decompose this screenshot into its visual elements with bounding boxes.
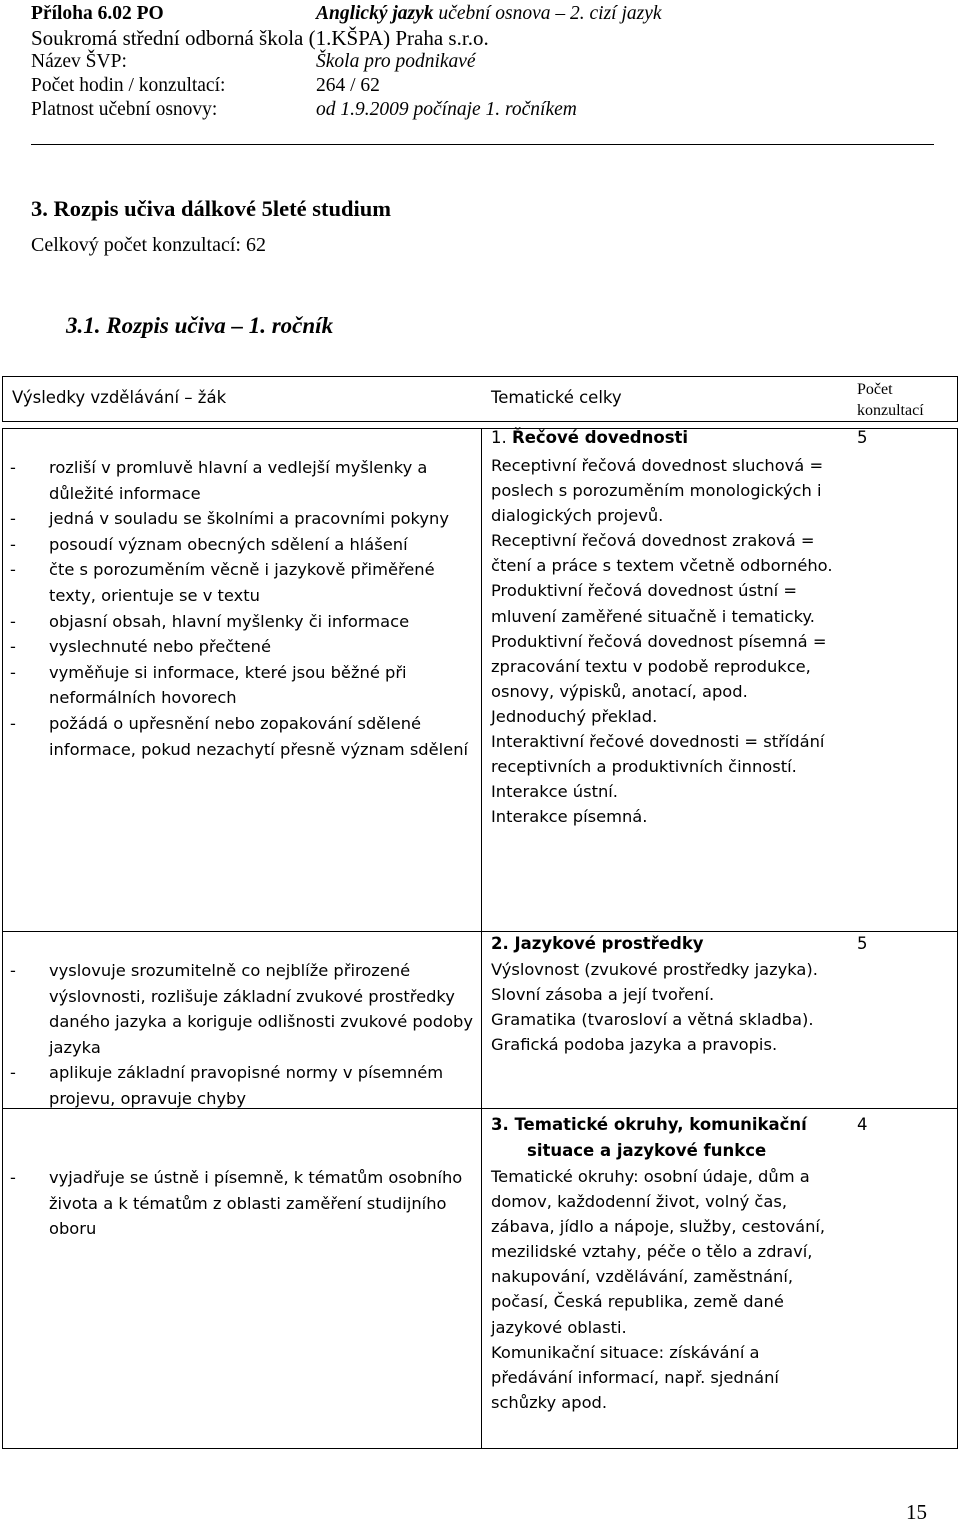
section-1-count: 5 bbox=[857, 428, 868, 447]
school-name: Soukromá střední odborná škola (1.KŠPA) Praha s.r.o. bbox=[31, 26, 489, 50]
total-consultations: Celkový počet konzultací: 62 bbox=[31, 234, 266, 256]
section-3-title: 3. Tematické okruhy, komunikační situace a jazykové funkce bbox=[491, 1115, 807, 1160]
header-row-validity bbox=[31, 98, 934, 122]
document-header bbox=[31, 2, 934, 122]
subsection-title: 3.1. Rozpis učiva – 1. ročník bbox=[66, 313, 334, 338]
col-header-topics: Tematické celky bbox=[491, 388, 622, 407]
topic-paragraph: Produktivní řečová dovednost písemná = zpracování textu v podobě reprodukce, osnovy, výpisků, anotací, apod. bbox=[491, 631, 827, 701]
header-divider bbox=[31, 144, 934, 145]
topic-paragraph: Tematické okruhy: osobní údaje, dům a domov, každodenní život, volný čas, zábava, jídlo a nápoje, služby, cestování, mezilidské vztahy, péče o tělo a zdraví, nakupování, vzdělávání, zaměstnání, počasí, Česká republika, země dané jazykové oblasti. bbox=[491, 1167, 826, 1337]
list-item: - posoudí význam obecných sdělení a hlášení bbox=[10, 534, 408, 554]
list-item: - požádá o upřesnění nebo zopakování sdělené informace, pokud nezachytí přesně význam sdělení bbox=[10, 713, 469, 759]
topic-paragraph: Interakce ústní. bbox=[491, 782, 618, 802]
list-item: - objasní obsah, hlavní myšlenky či informace bbox=[10, 611, 410, 631]
topic-paragraph: Receptivní řečová dovednost zraková = čtení a práce s textem včetně odborného. bbox=[491, 531, 833, 576]
header-row-hours bbox=[31, 74, 934, 98]
hours-value: 264 / 62 bbox=[316, 75, 380, 96]
list-item: - vyslechnuté nebo přečtené bbox=[10, 637, 271, 657]
hours-label: Počet hodin / konzultací: bbox=[31, 75, 226, 96]
section-2-title: 2. Jazykové prostředky bbox=[491, 934, 704, 953]
section-3-count: 4 bbox=[857, 1115, 868, 1134]
list-item: - rozliší v promluvě hlavní a vedlejší myšlenky a důležité informace bbox=[10, 458, 428, 503]
col-header-outcomes: Výsledky vzdělávání – žák bbox=[12, 388, 227, 407]
header-row-svp bbox=[31, 50, 934, 74]
svp-label: Název ŠVP: bbox=[31, 51, 127, 72]
attachment-label: Příloha 6.02 PO bbox=[31, 3, 164, 24]
list-item: - čte s porozuměním věcně i jazykově přiměřené texty, orientuje se v textu bbox=[10, 560, 435, 605]
subject-line bbox=[316, 2, 662, 26]
svp-value: Škola pro podnikavé bbox=[316, 51, 476, 72]
section-1-outcomes bbox=[10, 455, 476, 762]
section-3-topics bbox=[491, 1164, 841, 1415]
section-2-outcomes bbox=[10, 958, 476, 1112]
column-divider bbox=[481, 428, 482, 1449]
section-1-title-text: Řečové dovednosti bbox=[512, 428, 689, 447]
topic-paragraph: Slovní zásoba a její tvoření. bbox=[491, 985, 715, 1005]
list-item: - vyjadřuje se ústně i písemně, k tématům osobního života a k tématům z oblasti zaměření studijního oboru bbox=[10, 1168, 463, 1239]
validity-value: od 1.9.2009 počínaje 1. ročníkem bbox=[316, 99, 577, 120]
header-row-attachment bbox=[31, 2, 934, 26]
row-divider-1 bbox=[2, 931, 958, 932]
subject-name: Anglický jazyk bbox=[316, 3, 434, 24]
list-item: - vyslovuje srozumitelně co nejblíže přirozené výslovnosti, rozlišuje základní zvukové prostředky daného jazyka a koriguje odlišnosti zvukové podoby jazyka bbox=[10, 961, 473, 1057]
topic-paragraph: Produktivní řečová dovednost ústní = mluvení zaměřené situačně i tematicky. bbox=[491, 581, 815, 626]
topic-paragraph: Grafická podoba jazyka a pravopis. bbox=[491, 1035, 778, 1055]
topic-paragraph: Interaktivní řečové dovednosti = střídání receptivních a produktivních činností. bbox=[491, 732, 825, 777]
topic-paragraph: Komunikační situace: získávání a předávání informací, např. sjednání schůzky apod. bbox=[491, 1342, 779, 1412]
curriculum-note: učební osnova – 2. cizí jazyk bbox=[438, 3, 662, 24]
section-1-title: 1. Řečové dovednosti bbox=[491, 428, 689, 447]
list-item: - jedná v souladu se školními a pracovními pokyny bbox=[10, 509, 449, 529]
topic-paragraph: Gramatika (tvarosloví a větná skladba). bbox=[491, 1010, 814, 1030]
section-1-topics bbox=[491, 453, 841, 829]
header-row-school bbox=[31, 26, 934, 50]
section-2-topics bbox=[491, 957, 841, 1057]
topic-paragraph: Receptivní řečová dovednost sluchová = poslech s porozuměním monologických i dialogických projevů. bbox=[491, 456, 824, 526]
list-item: - vyměňuje si informace, které jsou běžné při neformálních hovorech bbox=[10, 662, 407, 708]
topic-paragraph: Jednoduchý překlad. bbox=[491, 706, 658, 726]
topic-paragraph: Výslovnost (zvukové prostředky jazyka). bbox=[491, 960, 818, 979]
validity-label: Platnost učební osnovy: bbox=[31, 99, 218, 120]
section-title: 3. Rozpis učiva dálkové 5leté studium bbox=[31, 196, 392, 221]
list-item: - aplikuje základní pravopisné normy v písemném projevu, opravuje chyby bbox=[10, 1063, 444, 1108]
section-2-count: 5 bbox=[857, 934, 868, 953]
col-header-count: Počet konzultací bbox=[857, 381, 924, 419]
section-3-outcomes bbox=[10, 1165, 476, 1242]
page-number: 15 bbox=[906, 1500, 927, 1524]
topic-paragraph: Interakce písemná. bbox=[491, 807, 648, 827]
